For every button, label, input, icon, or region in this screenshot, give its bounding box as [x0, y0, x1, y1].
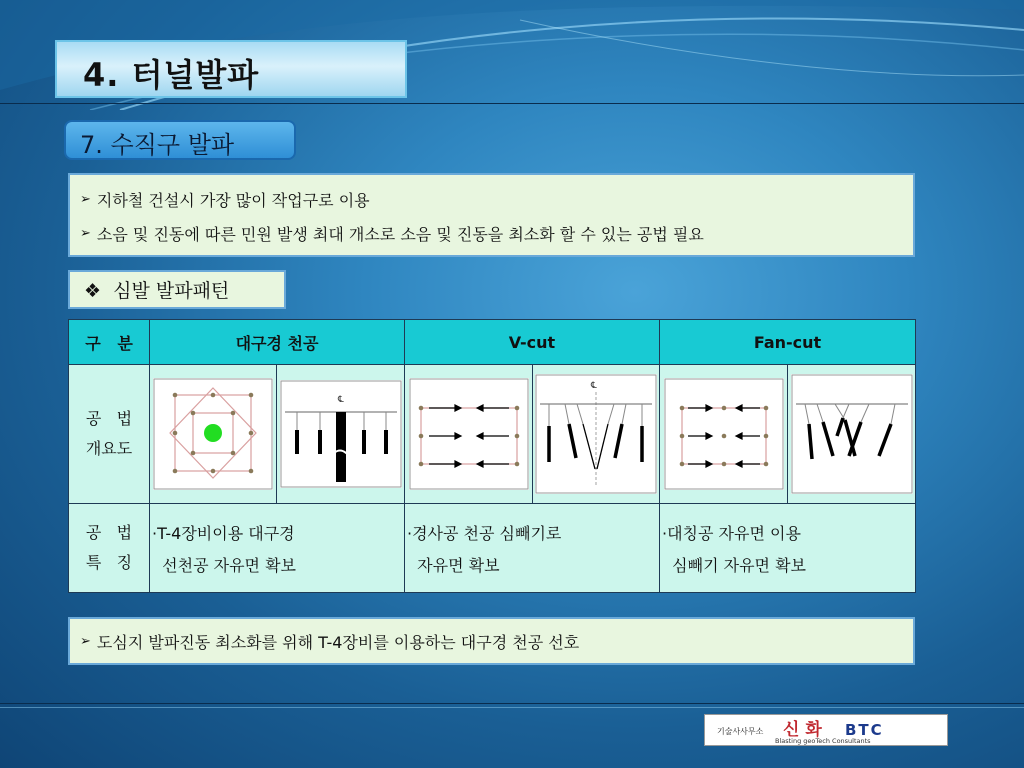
intro-box	[68, 173, 915, 257]
large-bore-plan-diagram	[150, 365, 277, 504]
table-row	[69, 365, 916, 504]
vcut-plan-diagram	[405, 365, 533, 504]
page-title: 4. 터널발파	[55, 40, 407, 98]
header-divider	[0, 103, 1024, 104]
row-label-features	[69, 504, 150, 593]
fancut-plan-svg	[664, 378, 784, 490]
pattern-label	[68, 270, 286, 309]
label-line: 개요도	[85, 439, 133, 458]
table-header-row	[69, 320, 916, 365]
vcut-section-svg	[535, 374, 657, 494]
section-subtitle: 7. 수직구 발파	[64, 120, 296, 160]
feature-line: ·경사공 천공 심빼기로	[407, 524, 562, 543]
logo-english-text: Blasting geoTech Consultants	[775, 737, 871, 745]
company-logo	[704, 714, 948, 746]
label-line: 공 법	[85, 523, 133, 542]
feature-line: 심빼기 자유면 확보	[662, 556, 806, 575]
fancut-section-diagram	[788, 365, 916, 504]
feature-line: ·T-4장비이용 대구경	[152, 524, 295, 543]
intro-text: 소음 및 진동에 따른 민원 발생 최대 개소로 소음 및 진동을 최소화 할 수 있는 공법 필요	[96, 224, 704, 244]
pattern-label-text: ❖ 심발 발파패턴	[84, 280, 230, 302]
header-fancut: Fan-cut	[660, 320, 916, 365]
footer-divider-2	[0, 707, 1024, 708]
feature-line: ·대칭공 자유면 이용	[662, 524, 801, 543]
header-vcut: V-cut	[405, 320, 660, 365]
logo-small-text: 기술사사무소	[717, 727, 764, 736]
logo-korean-text: 신 화	[783, 720, 822, 740]
vcut-plan-svg	[409, 378, 529, 490]
blasting-pattern-table	[68, 319, 916, 593]
footer-divider	[0, 703, 1024, 704]
conclusion-box	[68, 617, 915, 665]
table-row	[69, 504, 916, 593]
feature-line: 자유면 확보	[407, 556, 500, 575]
svg-text:℄: ℄	[591, 381, 597, 391]
intro-text: 지하철 건설시 가장 많이 작업구로 이용	[96, 190, 370, 210]
feature-large-bore	[150, 504, 405, 593]
feature-line: 선천공 자유면 확보	[152, 556, 296, 575]
intro-line	[70, 216, 913, 250]
label-line: 공 법	[85, 409, 133, 428]
vcut-section-diagram	[533, 365, 660, 504]
fancut-plan-diagram	[660, 365, 788, 504]
conclusion-text: 도심지 발파진동 최소화를 위해 T-4장비를 이용하는 대구경 천공 선호	[96, 632, 580, 652]
feature-fancut	[660, 504, 916, 593]
svg-text:℄: ℄	[337, 395, 344, 405]
label-line: 특 징	[85, 553, 133, 572]
large-bore-plan-svg	[153, 378, 273, 490]
logo-brand-text: BTC	[845, 721, 884, 739]
intro-line	[70, 182, 913, 216]
feature-vcut	[405, 504, 660, 593]
arrow-bullet-icon: ➢	[80, 191, 91, 207]
arrow-bullet-icon: ➢	[80, 633, 91, 649]
arrow-bullet-icon: ➢	[80, 225, 91, 241]
company-logo-svg	[705, 715, 947, 745]
conclusion-line	[70, 619, 913, 663]
row-label-overview	[69, 365, 150, 504]
header-large-bore: 대구경 천공	[150, 320, 405, 365]
large-bore-section-svg	[280, 380, 402, 488]
header-category: 구 분	[69, 320, 150, 365]
fancut-section-svg	[791, 374, 913, 494]
large-bore-section-diagram	[277, 365, 405, 504]
